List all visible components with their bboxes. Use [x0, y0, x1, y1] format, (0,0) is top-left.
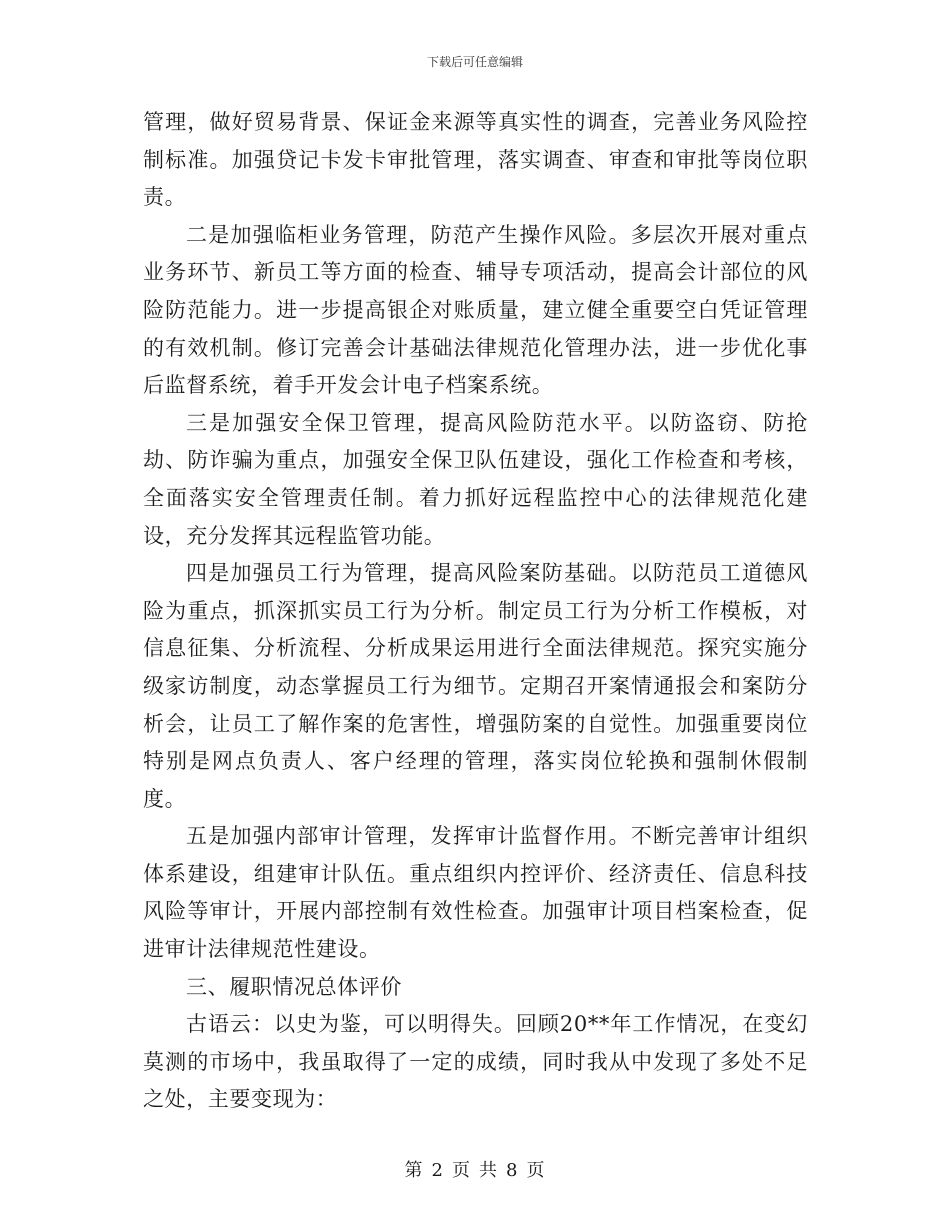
- footer-label-total: 共: [479, 1160, 498, 1181]
- footer-total-pages: 8: [506, 1160, 519, 1181]
- document-body: [143, 104, 808, 1119]
- section-heading: 三、履职情况总体评价: [186, 974, 402, 999]
- paragraph-3: 三是加强安全保卫管理，提高风险防范水平。以防盗窃、防抢劫、防诈骗为重点，加强安全保卫队伍建设，强化工作检查和考核，全面落实安全管理责任制。着力抓好远程监控中心的法律规范化建设，充分发挥其远程监管功能。: [143, 410, 808, 548]
- paragraph-5: 五是加强内部审计管理，发挥审计监督作用。不断完善审计组织体系建设，组建审计队伍。重点组织内控评价、经济责任、信息科技风险等审计，开展内部控制有效性检查。加强审计项目档案检查，促进审计法律规范性建设。: [143, 824, 808, 962]
- header-note: 下载后可任意编辑: [426, 55, 523, 69]
- footer-label-ye2: 页: [526, 1160, 546, 1181]
- paragraph-2: 二是加强临柜业务管理，防范产生操作风险。多层次开展对重点业务环节、新员工等方面的检查、辅导专项活动，提高会计部位的风险防范能力。进一步提高银企对账质量，建立健全重要空白凭证管理的有效机制。修订完善会计基础法律规范化管理办法，进一步优化事后监督系统，着手开发会计电子档案系统。: [143, 222, 808, 398]
- page-footer: [0, 1156, 950, 1182]
- paragraph-1: 管理，做好贸易背景、保证金来源等真实性的调查，完善业务风险控制标准。加强贷记卡发卡审批管理，落实调查、审查和审批等岗位职责。: [143, 110, 808, 210]
- paragraph-4: 四是加强员工行为管理，提高风险案防基础。以防范员工道德风险为重点，抓深抓实员工行为分析。制定员工行为分析工作模板，对信息征集、分析流程、分析成果运用进行全面法律规范。探究实施分级家访制度，动态掌握员工行为细节。定期召开案情通报会和案防分析会，让员工了解作案的危害性，增强防案的自觉性。加强重要岗位特别是网点负责人、客户经理的管理，落实岗位轮换和强制休假制度。: [143, 561, 808, 811]
- footer-label-ye: 页: [452, 1160, 471, 1181]
- footer-current-page: 2: [431, 1160, 444, 1181]
- paragraph-7: 古语云：以史为鉴，可以明得失。回顾20**年工作情况，在变幻莫测的市场中，我虽取得了一定的成绩，同时我从中发现了多处不足之处，主要变现为：: [143, 1012, 808, 1112]
- footer-label-page: 第: [404, 1160, 424, 1181]
